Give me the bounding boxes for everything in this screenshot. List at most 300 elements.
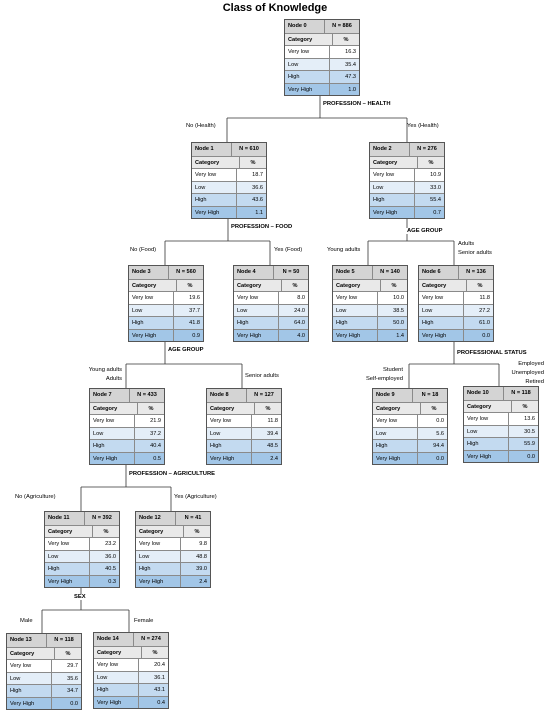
node-header-row (192, 143, 266, 156)
node-value-row (94, 683, 168, 696)
node-value-row (464, 425, 538, 438)
node-value-row (419, 304, 493, 317)
node-value-row (192, 193, 266, 206)
row-value: % (187, 282, 193, 289)
node-value-row (90, 439, 164, 452)
row-label: Very low (464, 413, 509, 425)
row-label: Node 6 (419, 266, 459, 279)
row-label: Very low (136, 538, 181, 550)
row-label: Node 12 (136, 512, 176, 525)
row-label: High (94, 684, 139, 696)
branch-label-line: Student (383, 367, 403, 373)
node-value-row (373, 439, 447, 452)
node-value-row (285, 83, 359, 96)
node-7 (89, 388, 165, 465)
row-value: % (431, 405, 437, 412)
node-value-row (7, 659, 81, 672)
node-header-row (136, 512, 210, 525)
node-value-row (129, 329, 203, 342)
row-label: Very low (373, 415, 418, 427)
node-header-row (419, 266, 493, 279)
node-category-row (45, 525, 119, 538)
node-value-row (129, 316, 203, 329)
row-label: Very High (45, 576, 90, 588)
node-2 (369, 142, 445, 219)
split-label: SEX (74, 594, 86, 600)
branch-label-line: Male (20, 618, 33, 624)
row-value: N = 118 (54, 637, 74, 643)
row-value: 27.2 (479, 307, 490, 314)
row-label: Node 10 (464, 387, 504, 400)
node-category-row (464, 400, 538, 413)
row-value: N = 18 (421, 392, 439, 398)
row-value: 36.6 (252, 184, 263, 191)
node-value-row (136, 550, 210, 563)
node-category-row (90, 402, 164, 415)
row-label: Low (45, 551, 90, 563)
row-value: % (250, 159, 256, 166)
node-category-row (207, 402, 281, 415)
row-value: 38.5 (393, 307, 404, 314)
row-label: Very High (373, 453, 418, 465)
row-value: 1.1 (255, 209, 263, 216)
row-label: High (136, 563, 181, 575)
row-value: 9.8 (199, 541, 207, 547)
row-label: Very low (129, 292, 174, 304)
node-header-row (129, 266, 203, 279)
row-value: N = 50 (282, 269, 300, 275)
row-label: Node 14 (94, 633, 134, 646)
split-label: PROFESSION – AGRICULTURE (129, 471, 215, 477)
node-category-row (333, 279, 407, 292)
node-value-row (207, 452, 281, 465)
node-14 (93, 632, 169, 709)
row-value: N = 274 (141, 636, 161, 642)
node-value-row (333, 304, 407, 317)
row-label: Category (207, 403, 255, 415)
branch-label (500, 360, 544, 387)
row-value: 37.2 (150, 430, 161, 437)
node-value-row (136, 575, 210, 588)
row-label: Very low (419, 292, 464, 304)
node-value-row (90, 452, 164, 465)
row-label: Very High (285, 84, 330, 96)
row-value: 35.6 (67, 675, 78, 682)
node-value-row (90, 414, 164, 427)
row-label: Node 5 (333, 266, 373, 279)
row-label: High (370, 194, 415, 206)
branch-label-line: Adults (105, 376, 122, 382)
row-value: % (103, 528, 109, 535)
row-label: Node 9 (373, 389, 413, 402)
node-value-row (370, 168, 444, 181)
row-value: 10.0 (393, 295, 404, 301)
node-value-row (370, 193, 444, 206)
row-label: Category (136, 526, 184, 538)
node-value-row (370, 206, 444, 219)
branch-label-line: Self-employed (365, 376, 403, 382)
row-value: N = 433 (137, 392, 157, 398)
row-label: High (333, 317, 378, 329)
row-label: Very High (419, 330, 464, 342)
node-value-row (207, 439, 281, 452)
row-label: Very High (136, 576, 181, 588)
row-label: Node 2 (370, 143, 410, 156)
row-label: Very low (192, 169, 237, 181)
row-label: Category (333, 280, 381, 292)
row-label: Very low (207, 415, 252, 427)
node-category-row (370, 156, 444, 169)
node-value-row (333, 329, 407, 342)
row-value: 33.0 (430, 184, 441, 191)
row-label: Very High (7, 698, 52, 710)
node-value-row (136, 537, 210, 550)
branch-label-line: No (Food) (130, 247, 157, 253)
row-label: Very low (45, 538, 90, 550)
row-label: Category (45, 526, 93, 538)
row-value: 47.3 (345, 74, 356, 80)
row-value: N = 127 (254, 392, 274, 398)
split-label: AGE GROUP (168, 347, 204, 353)
row-value: 40.5 (105, 566, 116, 572)
split-label: PROFESSION – HEALTH (323, 101, 391, 107)
row-value: 0.0 (436, 418, 444, 424)
row-label: Very low (234, 292, 279, 304)
node-1 (191, 142, 267, 219)
row-value: % (428, 159, 434, 166)
row-label: Category (129, 280, 177, 292)
row-label: Category (419, 280, 467, 292)
row-value: 11.8 (267, 418, 278, 424)
row-label: Low (129, 305, 174, 317)
node-value-row (94, 696, 168, 709)
node-header-row (234, 266, 308, 279)
node-value-row (45, 562, 119, 575)
node-value-row (464, 412, 538, 425)
row-label: Node 8 (207, 389, 247, 402)
row-value: 21.9 (150, 418, 161, 424)
node-header-row (333, 266, 407, 279)
node-value-row (234, 329, 308, 342)
node-header-row (7, 634, 81, 647)
row-label: Category (7, 648, 55, 660)
node-value-row (207, 414, 281, 427)
row-value: 61.0 (479, 320, 490, 326)
row-value: % (292, 282, 298, 289)
branch-label-line: Retired (525, 379, 544, 385)
row-value: 43.6 (252, 197, 263, 203)
row-value: 55.9 (524, 441, 535, 447)
row-value: 0.9 (192, 332, 200, 339)
branch-label (356, 366, 403, 384)
branch-label-line: No (Agriculture) (15, 494, 56, 500)
row-label: Category (373, 403, 421, 415)
branch-label-line: Yes (Agriculture) (174, 494, 217, 500)
row-value: 5.6 (436, 430, 444, 437)
row-label: Very low (285, 46, 330, 58)
node-value-row (45, 537, 119, 550)
row-value: 1.4 (396, 332, 404, 339)
row-label: Very High (192, 207, 237, 219)
row-value: % (391, 282, 397, 289)
row-value: 1.0 (348, 86, 356, 93)
row-label: Very High (90, 453, 135, 465)
branch-label (245, 372, 279, 381)
row-value: 23.2 (105, 541, 116, 547)
row-value: 10.9 (430, 172, 441, 178)
row-label: High (7, 685, 52, 697)
row-value: 0.7 (433, 209, 441, 216)
row-label: Category (94, 647, 142, 659)
row-label: Category (464, 401, 512, 413)
node-header-row (373, 389, 447, 402)
row-value: % (477, 282, 483, 289)
node-value-row (234, 316, 308, 329)
row-value: 36.0 (105, 553, 116, 560)
row-label: Very High (234, 330, 279, 342)
row-label: High (285, 71, 330, 83)
node-value-row (373, 414, 447, 427)
node-9 (372, 388, 448, 465)
node-value-row (419, 329, 493, 342)
node-value-row (136, 562, 210, 575)
row-label: Node 0 (285, 20, 325, 33)
row-label: Very High (370, 207, 415, 219)
branch-label (407, 122, 439, 131)
branch-label-line: No (Health) (186, 123, 216, 129)
branch-label (274, 246, 302, 255)
row-value: 18.7 (252, 172, 263, 178)
row-label: Low (333, 305, 378, 317)
row-label: High (192, 194, 237, 206)
branch-label-line: Young adults (88, 367, 122, 373)
branch-label-line: Young adults (327, 247, 361, 253)
node-value-row (192, 168, 266, 181)
branch-label-line: Yes (Health) (407, 123, 439, 129)
node-value-row (464, 437, 538, 450)
row-label: Very low (90, 415, 135, 427)
node-category-row (129, 279, 203, 292)
row-value: 64.0 (294, 320, 305, 326)
row-value: 40.4 (150, 443, 161, 449)
node-value-row (90, 427, 164, 440)
row-label: High (129, 317, 174, 329)
row-label: Low (90, 428, 135, 440)
node-value-row (94, 671, 168, 684)
row-value: 48.8 (196, 553, 207, 560)
node-10 (463, 386, 539, 463)
row-label: Low (192, 182, 237, 194)
node-value-row (192, 206, 266, 219)
branch-label-line: Senior adults (245, 373, 279, 379)
row-value: N = 41 (184, 515, 202, 521)
row-value: 0.0 (436, 455, 444, 462)
row-value: 20.4 (154, 662, 165, 668)
node-header-row (464, 387, 538, 400)
node-11 (44, 511, 120, 588)
node-value-row (207, 427, 281, 440)
node-value-row (370, 181, 444, 194)
row-label: Very High (333, 330, 378, 342)
row-label: Category (90, 403, 138, 415)
row-label: Very High (94, 697, 139, 709)
row-label: Low (419, 305, 464, 317)
node-5 (332, 265, 408, 342)
row-value: 13.6 (524, 416, 535, 422)
row-value: 30.5 (524, 428, 535, 435)
row-value: 0.0 (527, 453, 535, 460)
row-value: 19.6 (189, 295, 200, 301)
branch-label-line: Yes (Food) (274, 247, 303, 253)
node-value-row (419, 316, 493, 329)
row-value: 0.5 (153, 455, 161, 462)
node-value-row (192, 181, 266, 194)
node-value-row (45, 550, 119, 563)
row-value: N = 560 (176, 269, 196, 275)
branch-label (134, 617, 153, 626)
branch-label (15, 493, 56, 502)
row-label: Very low (333, 292, 378, 304)
row-value: N = 392 (92, 515, 112, 521)
branch-label-line: Female (134, 618, 154, 624)
row-label: Low (370, 182, 415, 194)
row-label: Category (234, 280, 282, 292)
row-value: N = 610 (239, 146, 259, 152)
row-label: Low (464, 426, 509, 438)
node-value-row (7, 672, 81, 685)
row-label: Node 13 (7, 634, 47, 647)
node-value-row (419, 291, 493, 304)
node-value-row (373, 427, 447, 440)
row-value: N = 886 (332, 23, 352, 29)
node-header-row (90, 389, 164, 402)
node-category-row (234, 279, 308, 292)
row-label: Very low (94, 659, 139, 671)
row-value: 41.8 (189, 320, 200, 326)
node-13 (6, 633, 82, 710)
node-value-row (333, 291, 407, 304)
row-label: High (45, 563, 90, 575)
row-value: 43.1 (154, 687, 165, 693)
branch-label (174, 493, 217, 502)
row-label: Category (370, 157, 418, 169)
row-label: Very High (464, 451, 509, 463)
row-value: N = 118 (511, 390, 531, 396)
row-label: Category (285, 34, 333, 46)
row-value: 94.4 (433, 443, 444, 449)
row-label: Node 11 (45, 512, 85, 525)
row-label: High (419, 317, 464, 329)
row-value: 8.0 (297, 295, 305, 301)
branch-label-line: Senior adults (458, 250, 492, 256)
node-value-row (45, 575, 119, 588)
row-value: % (343, 36, 349, 43)
split-label: PROFESSIONAL STATUS (457, 350, 527, 356)
row-value: 48.5 (267, 443, 278, 449)
node-category-row (285, 33, 359, 46)
row-value: 16.3 (345, 49, 356, 55)
row-label: High (373, 440, 418, 452)
row-label: Low (373, 428, 418, 440)
node-header-row (207, 389, 281, 402)
branch-label-line: Adults (458, 241, 475, 247)
row-value: 24.0 (294, 307, 305, 314)
row-label: Node 1 (192, 143, 232, 156)
row-value: % (522, 403, 528, 410)
node-value-row (234, 291, 308, 304)
row-label: High (207, 440, 252, 452)
node-3 (128, 265, 204, 342)
node-12 (135, 511, 211, 588)
node-header-row (370, 143, 444, 156)
node-header-row (45, 512, 119, 525)
branch-label-line: Unemployed (511, 370, 544, 376)
row-value: 36.1 (154, 674, 165, 681)
node-value-row (285, 70, 359, 83)
row-value: N = 136 (466, 269, 486, 275)
row-label: Very High (129, 330, 174, 342)
row-label: Node 3 (129, 266, 169, 279)
node-value-row (129, 291, 203, 304)
row-value: % (65, 650, 71, 657)
node-category-row (419, 279, 493, 292)
branch-label-line: Employed (518, 361, 544, 367)
row-value: % (152, 649, 158, 656)
node-value-row (129, 304, 203, 317)
row-label: Low (136, 551, 181, 563)
branch-label (20, 617, 33, 626)
node-category-row (373, 402, 447, 415)
node-category-row (7, 647, 81, 660)
node-value-row (234, 304, 308, 317)
row-value: 39.4 (267, 430, 278, 437)
row-value: 0.3 (108, 578, 116, 585)
row-label: Node 4 (234, 266, 274, 279)
split-label: AGE GROUP (407, 228, 443, 234)
node-category-row (94, 646, 168, 659)
node-value-row (7, 684, 81, 697)
row-label: Low (234, 305, 279, 317)
node-0 (284, 19, 360, 96)
row-label: Very High (207, 453, 252, 465)
row-label: Low (7, 673, 52, 685)
row-label: High (234, 317, 279, 329)
row-label: Very low (370, 169, 415, 181)
node-value-row (285, 45, 359, 58)
row-value: 11.8 (479, 295, 490, 301)
row-value: 37.7 (189, 307, 200, 314)
branch-label (82, 366, 122, 384)
row-value: % (194, 528, 200, 535)
page-title: Class of Knowledge (222, 2, 328, 14)
node-category-row (192, 156, 266, 169)
node-6 (418, 265, 494, 342)
row-label: Category (192, 157, 240, 169)
row-value: 0.0 (70, 700, 78, 707)
row-label: Very low (7, 660, 52, 672)
node-value-row (285, 58, 359, 71)
row-label: High (464, 438, 509, 450)
node-value-row (464, 450, 538, 463)
row-value: 4.0 (297, 332, 305, 339)
row-label: Low (207, 428, 252, 440)
node-header-row (285, 20, 359, 33)
split-label: PROFESSION – FOOD (231, 224, 293, 230)
row-value: 0.0 (482, 332, 490, 339)
row-value: 2.4 (270, 455, 278, 462)
row-value: N = 140 (380, 269, 400, 275)
node-value-row (7, 697, 81, 710)
